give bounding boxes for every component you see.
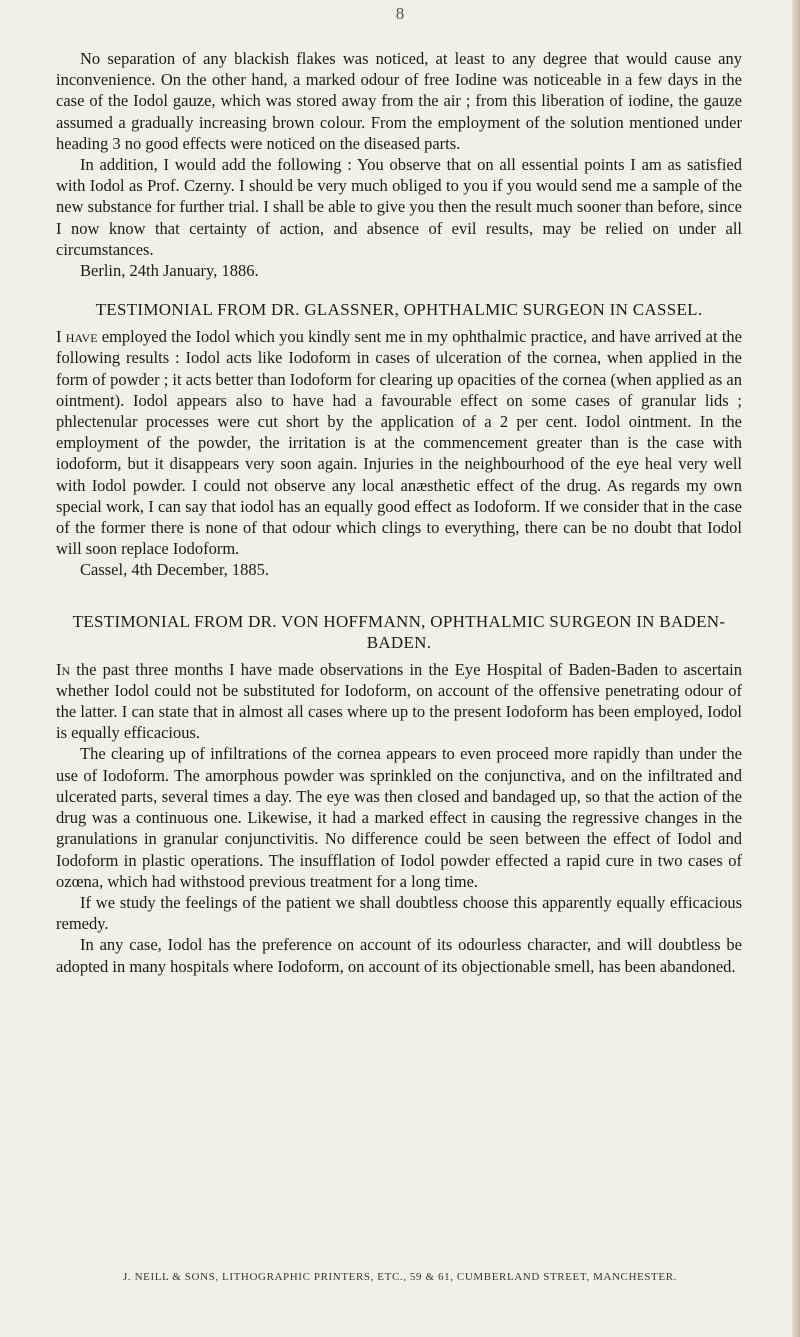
hoffmann-paragraph-2: The clearing up of infiltrations of the cornea appears to even proceed more rapidly than under the use of Iodoform. The amorphous powder was sprinkled on the conjunctiva, and on the infiltrated and ulcerated parts, several times a day. The eye was then closed and bandaged up, so that the action of the drug was a continuous one. Likewise, it had a marked effect in causing the regressive changes in the granulations in granular conjunctivitis. No difference could be seen between the effect of Iodol and Iodoform in plastic operations. The insufflation of Iodol powder effected a rapid cure in two cases of ozœna, which had withstood previous treatment for a long time. [56, 744, 742, 891]
intro-paragraph-1: No separation of any blackish flakes was noticed, at least to any degree that would cause any inconvenience. On the other hand, a marked odour of free Iodine was noticeable in a few days in the case of the Iodol gauze, which was stored away from the air ; from this liberation of iodine, the gauze assumed a gradually increasing brown colour. From the employment of the solution mentioned under heading 3 no good effects were noticed on the diseased parts. [56, 49, 742, 153]
glassner-paragraph-1 [56, 326, 742, 559]
glassner-lead-word: I have [56, 327, 98, 347]
printer-imprint: J. NEILL & SONS, LITHOGRAPHIC PRINTERS, ETC., 59 & 61, CUMBERLAND STREET, MANCHESTER. [123, 1271, 677, 1283]
glassner-heading: TESTIMONIAL FROM DR. GLASSNER, OPHTHALMIC SURGEON IN CASSEL. [95, 300, 703, 320]
intro-dateline: Berlin, 24th January, 1886. [80, 261, 259, 281]
hoffmann-paragraph-1-text: the past three months I have made observations in the Eye Hospital of Baden-Baden to ascertain whether Iodol could not be substituted for Iodoform, on account of the offensive penetrating odour of the latter. I can state that in almost all cases where up to the present Iodoform has been employed, Iodol is equally efficacious. [56, 659, 742, 743]
hoffmann-paragraph-3: If we study the feelings of the patient we shall doubtless choose this apparently equally efficacious remedy. [56, 892, 742, 934]
glassner-dateline: Cassel, 4th December, 1885. [80, 560, 270, 580]
hoffmann-paragraph-1 [56, 659, 742, 744]
intro-paragraph-2: In addition, I would add the following : You observe that on all essential points I am as satisfied with Iodol as Prof. Czerny. I should be very much obliged to you if you would send me a sample of the new substance for further trial. I shall be able to give you then the result much sooner than before, since I now know that certainty of action, and absence of evil results, may be relied on under all circumstances. [56, 155, 742, 259]
page-edge [792, 0, 800, 1337]
page-number: 8 [395, 4, 405, 23]
hoffmann-paragraph-4: In any case, Iodol has the preference on account of its odourless character, and will doubtless be adopted in many hospitals where Iodoform, on account of its objectionable smell, has been abandoned. [56, 935, 742, 976]
hoffmann-lead-word: In [56, 659, 71, 679]
glassner-paragraph-1-text: employed the Iodol which you kindly sent me in my ophthalmic practice, and have arrived at the following results : Iodol acts like Iodoform in cases of ulceration of the cornea, when applied in the form of powder ; it acts better than Iodoform for clearing up opacities of the cornea (when applied as an ointment). Iodol appears also to have had a favourable effect on some cases of granular lids ; phlectenular processes were cut short by the application of a 2 per cent. Iodol ointment. In the employment of the powder, the irritation is at the commencement greater than is the case with iodoform, but it disappears very soon again. Injuries in the neighbourhood of the eye heal very well with Iodol powder. I could not observe any local anæsthetic effect of the drug. As regards my own special work, I can say that iodol has an equally good effect as Iodoform. If we consider that in the case of the former there is none of that odour which clings to everything, there can be no doubt that Iodol will soon replace Iodoform. [56, 327, 742, 559]
hoffmann-heading: TESTIMONIAL FROM DR. VON HOFFMANN, OPHTHALMIC SURGEON IN BADEN-BADEN. [72, 611, 726, 652]
page-body [56, 48, 742, 977]
